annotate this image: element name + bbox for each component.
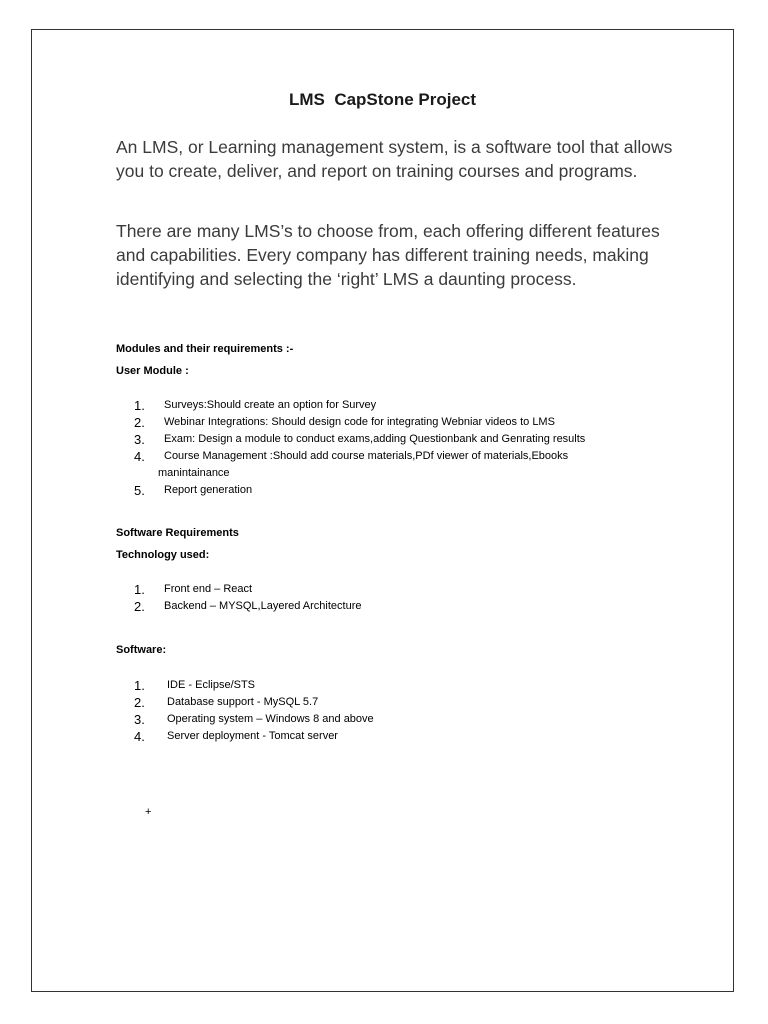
document-title: LMS CapStone Project xyxy=(288,90,477,109)
list-item xyxy=(134,728,694,745)
list-item-text: Database support - MySQL 5.7 xyxy=(167,696,319,708)
list-item-text: Course Management :Should add course materials,PDf viewer of materials,Ebooks xyxy=(164,450,569,462)
list-item xyxy=(134,448,694,482)
list-number: 4. xyxy=(134,729,145,744)
technology-list xyxy=(134,581,694,615)
list-number: 1. xyxy=(134,678,145,693)
intro-paragraph-lms-choice: There are many LMS’s to choose from, each offering different features and capabilities. Every company has different training needs, making identifying and selecting the ‘right’ LMS a daunting process. xyxy=(116,221,660,289)
list-item xyxy=(134,482,694,499)
list-item xyxy=(134,598,694,615)
list-item-text: Front end – React xyxy=(164,583,253,595)
list-item-text: Webinar Integrations: Should design code for integrating Webniar videos to LMS xyxy=(164,416,555,428)
document-page xyxy=(31,29,734,992)
user-module-list xyxy=(134,397,694,499)
list-item-text: Exam: Design a module to conduct exams,adding Questionbank and Genrating results xyxy=(164,433,586,445)
list-item-text: Surveys:Should create an option for Survey xyxy=(164,399,377,411)
list-item-text: Server deployment - Tomcat server xyxy=(167,730,338,742)
list-item xyxy=(134,581,694,598)
list-number: 1. xyxy=(134,582,145,597)
list-item xyxy=(134,414,694,431)
intro-paragraph-lms-definition: An LMS, or Learning management system, is a software tool that allows you to create, deliver, and report on training courses and programs. xyxy=(116,137,673,181)
list-item-text: Report generation xyxy=(164,484,253,496)
list-number: 2. xyxy=(134,415,145,430)
user-module-heading: User Module : xyxy=(116,365,189,377)
technology-used-heading: Technology used: xyxy=(116,549,210,561)
list-item-text: IDE - Eclipse/STS xyxy=(167,679,256,691)
list-item xyxy=(134,677,694,694)
list-item-continuation: manintainance xyxy=(158,467,230,479)
trailing-mark: + xyxy=(145,806,152,818)
list-item-text: Operating system – Windows 8 and above xyxy=(167,713,374,725)
list-number: 1. xyxy=(134,398,145,413)
list-number: 3. xyxy=(134,432,145,447)
list-number: 4. xyxy=(134,449,145,464)
list-item xyxy=(134,431,694,448)
list-item xyxy=(134,694,694,711)
software-requirements-heading: Software Requirements xyxy=(116,527,239,539)
list-number: 2. xyxy=(134,695,145,710)
list-item xyxy=(134,397,694,414)
list-item-text: Backend – MYSQL,Layered Architecture xyxy=(164,600,362,612)
modules-heading: Modules and their requirements :- xyxy=(116,343,294,355)
list-item xyxy=(134,711,694,728)
list-number: 3. xyxy=(134,712,145,727)
list-number: 2. xyxy=(134,599,145,614)
list-number: 5. xyxy=(134,483,145,498)
software-heading: Software: xyxy=(116,644,167,656)
software-list xyxy=(134,677,694,745)
